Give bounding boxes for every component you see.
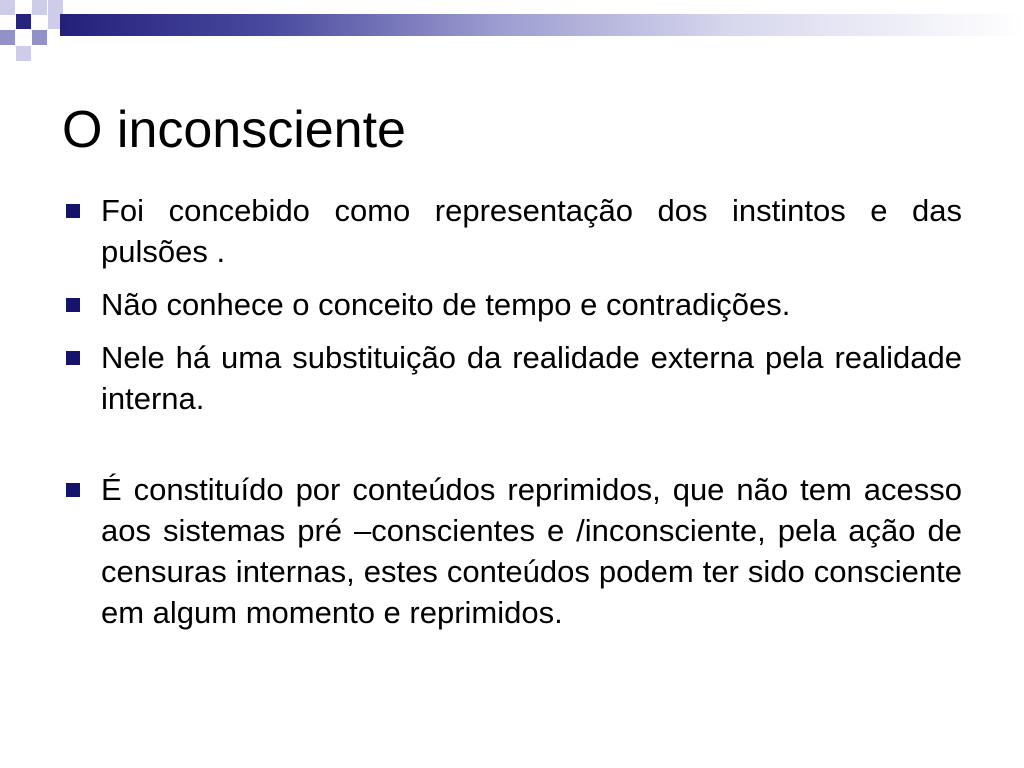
bullet-text: Não conhece o conceito de tempo e contradições. bbox=[101, 287, 791, 322]
decorative-square-icon bbox=[16, 14, 31, 29]
decorative-square-icon bbox=[16, 46, 31, 61]
bullet-item bbox=[62, 337, 962, 419]
bullet-text: É constituído por conteúdos reprimidos, que não tem acesso aos sistemas pré –conscientes e /inconsciente, pela ação de censuras internas, estes conteúdos podem ter sido consciente em algum momento e reprimidos. bbox=[101, 472, 962, 630]
square-bullet-icon bbox=[66, 351, 80, 365]
bullet-list bbox=[62, 190, 962, 645]
decorative-square-icon bbox=[48, 0, 63, 15]
bullet-item bbox=[62, 469, 962, 633]
bullet-text: Nele há uma substituição da realidade externa pela realidade interna. bbox=[101, 340, 962, 416]
decorative-square-icon bbox=[32, 30, 47, 45]
decorative-square-icon bbox=[0, 30, 15, 45]
square-bullet-icon bbox=[66, 298, 80, 312]
header-gradient-bar bbox=[60, 14, 1024, 36]
bullet-text: Foi concebido como representação dos instintos e das pulsões . bbox=[101, 193, 962, 269]
square-bullet-icon bbox=[66, 204, 80, 218]
square-bullet-icon bbox=[66, 483, 80, 497]
decorative-square-icon bbox=[32, 0, 47, 15]
slide-title: O inconsciente bbox=[62, 101, 406, 159]
bullet-item bbox=[62, 190, 962, 272]
bullet-item bbox=[62, 284, 962, 325]
decorative-square-icon bbox=[0, 0, 15, 15]
